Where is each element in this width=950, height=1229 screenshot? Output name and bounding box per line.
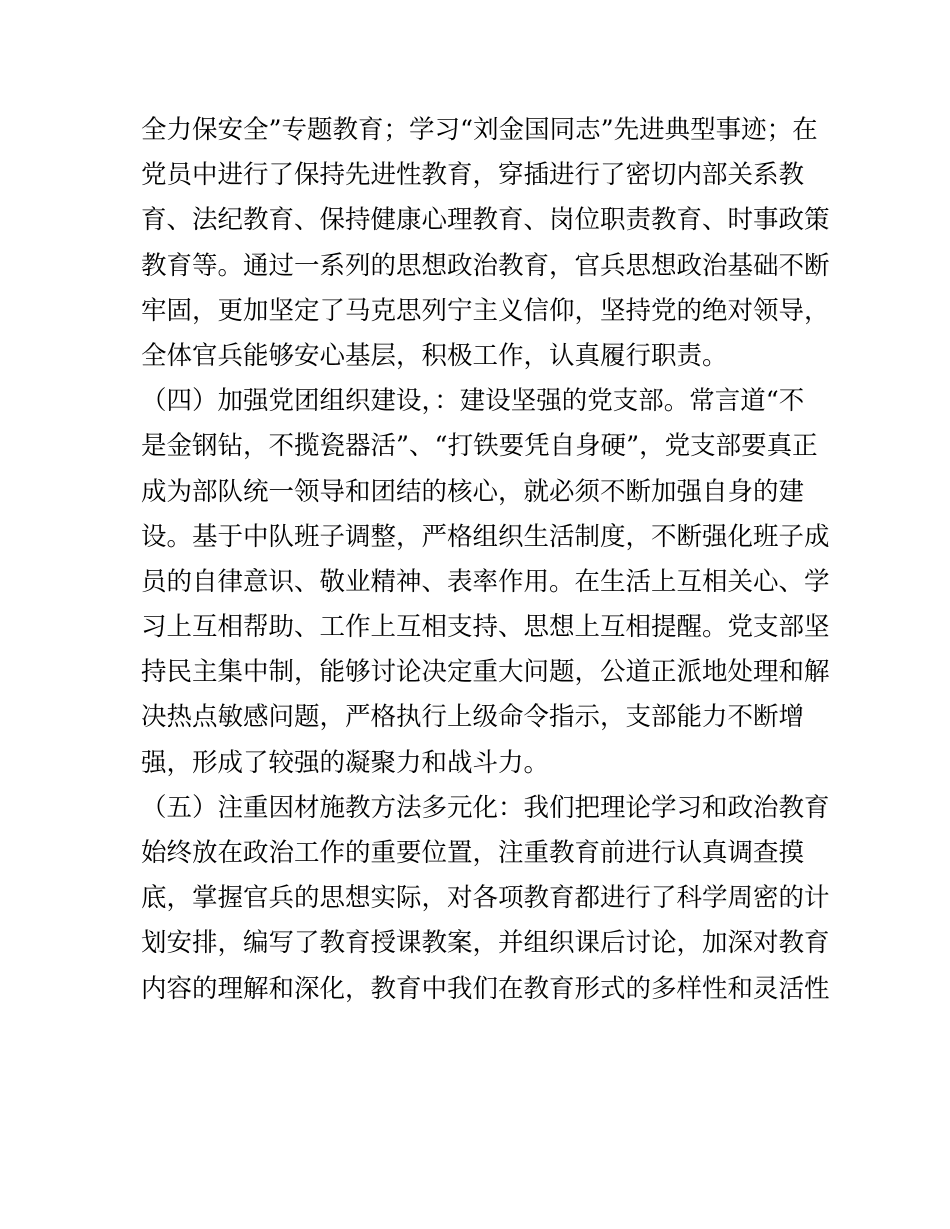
document-body: [141, 108, 830, 1012]
text-line: 始终放在政治工作的重要位置，注重教育前进行认真调查摸: [141, 838, 805, 868]
text-line: 是金钢钻，不揽瓷器活”、“打铁要凭自身硬”，党支部要真正: [141, 431, 818, 462]
text-line: 内容的理解和深化，教育中我们在教育形式的多样性和灵活性: [141, 973, 830, 1004]
text-line: 成为部队统一领导和团结的核心，就必须不断加强自身的建: [141, 476, 805, 507]
text-line: 全体官兵能够安心基层，积极工作，认真履行职责。: [141, 340, 728, 371]
text-line: 育、法纪教育、保持健康心理教育、岗位职责教育、时事政策: [141, 205, 830, 236]
text-line: 牢固，更加坚定了马克思列宁主义信仰，坚持党的绝对领导，: [141, 295, 830, 326]
text-line: 决热点敏感问题，严格执行上级命令指示，支部能力不断增: [141, 702, 805, 733]
text-line: 持民主集中制，能够讨论决定重大问题，公道正派地处理和解: [141, 657, 830, 688]
text-line: 教育等。通过一系列的思想政治教育，官兵思想政治基础不断: [141, 250, 830, 281]
text-line: 习上互相帮助、工作上互相支持、思想上互相提醒。党支部坚: [141, 612, 830, 643]
text-line: 党员中进行了保持先进性教育，穿插进行了密切内部关系教: [141, 160, 805, 191]
text-line: 强，形成了较强的凝聚力和战斗力。: [141, 747, 550, 778]
text-line: 划安排，编写了教育授课教案，并组织课后讨论，加深对教育: [141, 928, 830, 959]
text-line: 员的自律意识、敬业精神、表率作用。在生活上互相关心、学: [141, 566, 830, 597]
section-heading-line: （五）注重因材施教方法多元化：我们把理论学习和政治教育: [141, 792, 830, 823]
text-line: 全力保安全”专题教育；学习“刘金国同志”先进典型事迹；在: [141, 115, 818, 145]
section-heading-line: （四）加强党团组织建设，：建设坚强的党支部。常言道“不: [141, 386, 805, 417]
text-line: 设。基于中队班子调整，严格组织生活制度，不断强化班子成: [141, 521, 830, 552]
text-line: 底，掌握官兵的思想实际，对各项教育都进行了科学周密的计: [141, 883, 830, 914]
